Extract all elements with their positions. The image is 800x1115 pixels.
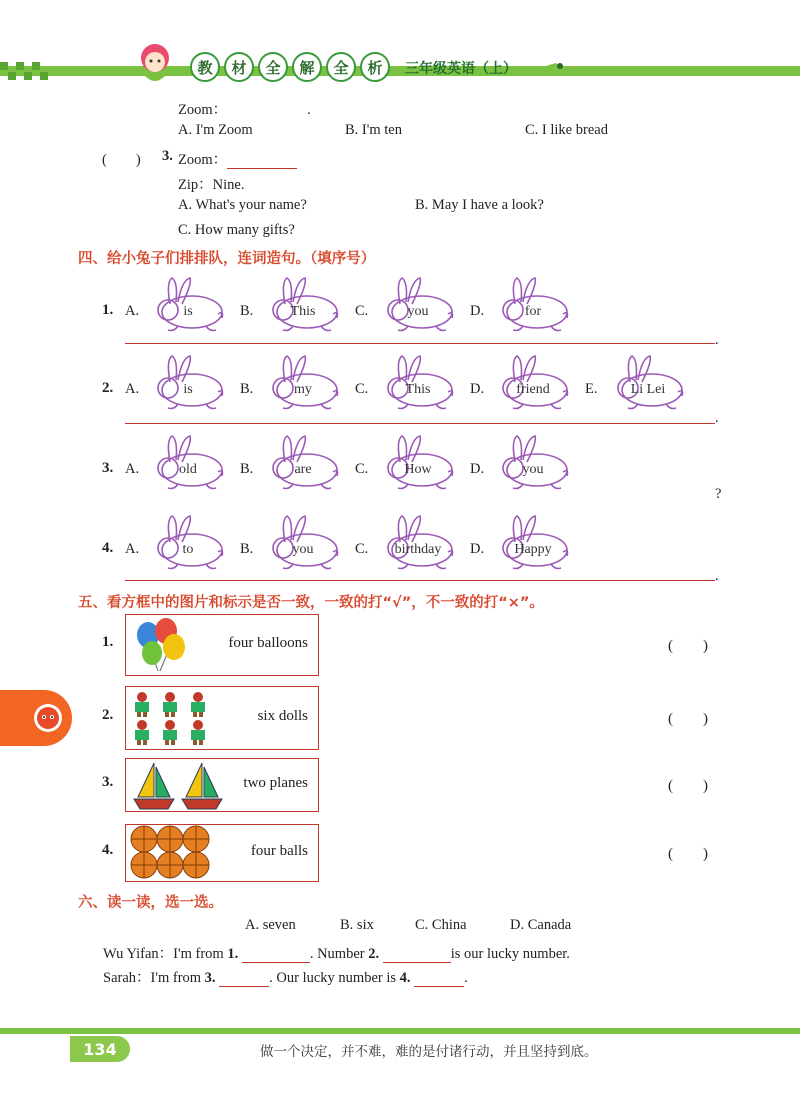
rabbit-word: for — [524, 304, 542, 319]
blank-num-4: 4. — [399, 970, 411, 986]
rabbit-word: you — [522, 462, 544, 477]
s5-picture — [130, 617, 190, 678]
s6-option-d: D. Canada — [510, 917, 572, 933]
rabbit-word: my — [294, 382, 312, 397]
s4-option-letter: D. — [470, 461, 485, 477]
blank-num-3: 3. — [204, 970, 216, 986]
rabbit-word: are — [294, 462, 312, 477]
s5-label: four balls — [250, 843, 308, 859]
s4-option-letter: C. — [355, 381, 369, 397]
s5-label: two planes — [243, 775, 308, 791]
s5-picture — [130, 690, 220, 753]
s5-item-number: 3. — [102, 774, 114, 790]
s5-answer-paren[interactable]: ( ) — [668, 778, 708, 794]
rabbit-word-card[interactable] — [493, 352, 573, 412]
zoom-label: Zoom： — [178, 102, 228, 118]
s5-picture-box — [125, 686, 319, 750]
rabbit-word: is — [183, 382, 193, 397]
header-mascot-icon — [130, 38, 180, 93]
q3-zoom-line — [178, 148, 297, 169]
s5-picture-box — [125, 758, 319, 812]
s6-line2-end: . — [464, 970, 468, 986]
dolls-icon — [130, 690, 220, 748]
s4-option-letter: B. — [240, 541, 254, 557]
basketballs-icon — [130, 825, 222, 881]
s4-option-letter: A. — [125, 381, 140, 397]
s4-option-letter: A. — [125, 303, 140, 319]
rabbit-word-card[interactable] — [263, 274, 343, 334]
s4-option-letter: A. — [125, 461, 140, 477]
rabbit-word: Happy — [514, 542, 552, 557]
rabbit-word: old — [179, 462, 197, 477]
rabbit-word: is — [183, 304, 193, 319]
s5-label: four balloons — [228, 635, 308, 651]
q3-option-b[interactable]: B. May I have a look? — [415, 197, 544, 213]
s4-row-number: 4. — [102, 540, 114, 556]
blank-2[interactable] — [383, 948, 451, 964]
s6-option-c: C. China — [415, 917, 467, 933]
header-char: 全 — [326, 52, 356, 82]
rabbit-word-card[interactable] — [493, 432, 573, 492]
q3-answer-paren[interactable]: ( ) — [102, 152, 141, 168]
rabbit-word-card[interactable] — [378, 512, 458, 572]
rabbit-word: to — [182, 542, 194, 557]
blank-num-2: 2. — [368, 946, 380, 962]
s6-line1-end: is our lucky number. — [450, 946, 570, 962]
s4-end-punct: . — [715, 332, 719, 348]
rabbit-word-card[interactable] — [263, 352, 343, 412]
header-char: 教 — [190, 52, 220, 82]
fox-mascot-icon — [28, 698, 68, 738]
q3-zip-line: Zip：Nine. — [178, 177, 245, 193]
pencil-icon — [530, 60, 564, 79]
zoom-label: Zoom： — [178, 152, 228, 168]
rabbit-word-card[interactable] — [148, 352, 228, 412]
s5-label: six dolls — [257, 708, 308, 724]
rabbit-word: you — [292, 542, 314, 557]
s4-option-letter: B. — [240, 303, 254, 319]
s4-answer-line[interactable] — [125, 423, 715, 424]
rabbit-word-card[interactable] — [263, 512, 343, 572]
s5-answer-paren[interactable]: ( ) — [668, 638, 708, 654]
rabbit-word-card[interactable] — [148, 432, 228, 492]
speaker-sarah: Sarah：I'm from — [103, 970, 202, 986]
s4-answer-line[interactable] — [125, 343, 715, 344]
q3-option-a[interactable]: A. What's your name? — [178, 197, 307, 213]
s4-row-number: 1. — [102, 302, 114, 318]
footer-bar — [0, 1028, 800, 1034]
header-subtitle: 三年级英语（上） — [405, 61, 517, 77]
side-tab — [0, 690, 72, 746]
prev-zoom-line — [178, 98, 311, 119]
header-bar — [0, 62, 800, 80]
rabbit-word: How — [404, 462, 432, 477]
s4-option-letter: B. — [240, 461, 254, 477]
s5-picture-box — [125, 614, 319, 676]
q3-option-c[interactable]: C. How many gifts? — [178, 222, 295, 238]
s5-picture — [130, 825, 222, 886]
s4-option-letter: D. — [470, 303, 485, 319]
s6-line1-mid: . Number — [309, 946, 365, 962]
s4-option-letter: D. — [470, 381, 485, 397]
page-number: 134 — [70, 1036, 130, 1062]
section5-title: 五、看方框中的图片和标示是否一致，一致的打“√”，不一致的打“×”。 — [78, 595, 544, 611]
s6-line1 — [103, 942, 570, 963]
footer-motto: 做一个决定，并不难，难的是付诸行动，并且坚持到底。 — [260, 1044, 598, 1060]
s5-item-number: 2. — [102, 707, 114, 723]
blank-4[interactable] — [414, 972, 464, 988]
s6-line2 — [103, 966, 468, 987]
prev-option-c[interactable]: C. I like bread — [525, 122, 608, 138]
s4-end-punct: . — [715, 410, 719, 426]
blank-3[interactable] — [219, 972, 269, 988]
s5-answer-paren[interactable]: ( ) — [668, 711, 708, 727]
rabbit-word-card[interactable] — [493, 512, 573, 572]
s4-answer-line[interactable] — [125, 580, 715, 581]
s6-option-b: B. six — [340, 917, 374, 933]
rabbit-word: Li Lei — [630, 382, 666, 397]
s4-option-letter: E. — [585, 381, 598, 397]
boats-icon — [130, 759, 226, 813]
s5-answer-paren[interactable]: ( ) — [668, 846, 708, 862]
prev-option-a[interactable]: A. I'm Zoom — [178, 122, 253, 138]
s4-end-punct: ? — [715, 486, 722, 502]
rabbit-word-card[interactable] — [378, 274, 458, 334]
speaker-wu: Wu Yifan：I'm from — [103, 946, 224, 962]
s4-row-number: 2. — [102, 380, 114, 396]
s5-picture-box — [125, 824, 319, 882]
rabbit-word-card[interactable] — [148, 274, 228, 334]
rabbit-word-card[interactable] — [148, 512, 228, 572]
rabbit-word: This — [290, 304, 316, 319]
section6-title: 六、读一读，选一选。 — [78, 895, 223, 911]
header-title — [190, 52, 390, 82]
s5-picture — [130, 759, 226, 818]
rabbit-word: birthday — [394, 542, 442, 557]
rabbit-word-card[interactable] — [378, 432, 458, 492]
header-char: 材 — [224, 52, 254, 82]
q3-blank[interactable] — [227, 154, 297, 170]
balloons-icon — [130, 617, 190, 673]
rabbit-word-card[interactable] — [263, 432, 343, 492]
rabbit-word: you — [407, 304, 429, 319]
dot: . — [307, 102, 311, 118]
q3-number: 3. — [162, 148, 173, 164]
rabbit-word: This — [405, 382, 431, 397]
s4-end-punct: . — [715, 568, 719, 584]
s4-option-letter: D. — [470, 541, 485, 557]
rabbit-word: friend — [516, 382, 550, 397]
header-char: 析 — [360, 52, 390, 82]
s4-option-letter: C. — [355, 541, 369, 557]
prev-option-b[interactable]: B. I'm ten — [345, 122, 402, 138]
s4-row-number: 3. — [102, 460, 114, 476]
header-char: 全 — [258, 52, 288, 82]
s4-option-letter: A. — [125, 541, 140, 557]
s4-option-letter: C. — [355, 461, 369, 477]
s5-item-number: 4. — [102, 842, 114, 858]
s5-item-number: 1. — [102, 634, 114, 650]
section4-title: 四、给小兔子们排排队，连词造句。（填序号） — [78, 251, 376, 267]
s6-option-a: A. seven — [245, 917, 296, 933]
blank-1[interactable] — [242, 948, 310, 964]
rabbit-word-card[interactable] — [493, 274, 573, 334]
s6-line2-mid: . Our lucky number is — [269, 970, 397, 986]
blank-num-1: 1. — [227, 946, 239, 962]
s4-option-letter: C. — [355, 303, 369, 319]
rabbit-word-card[interactable] — [608, 352, 688, 412]
s4-option-letter: B. — [240, 381, 254, 397]
header-char: 解 — [292, 52, 322, 82]
rabbit-word-card[interactable] — [378, 352, 458, 412]
